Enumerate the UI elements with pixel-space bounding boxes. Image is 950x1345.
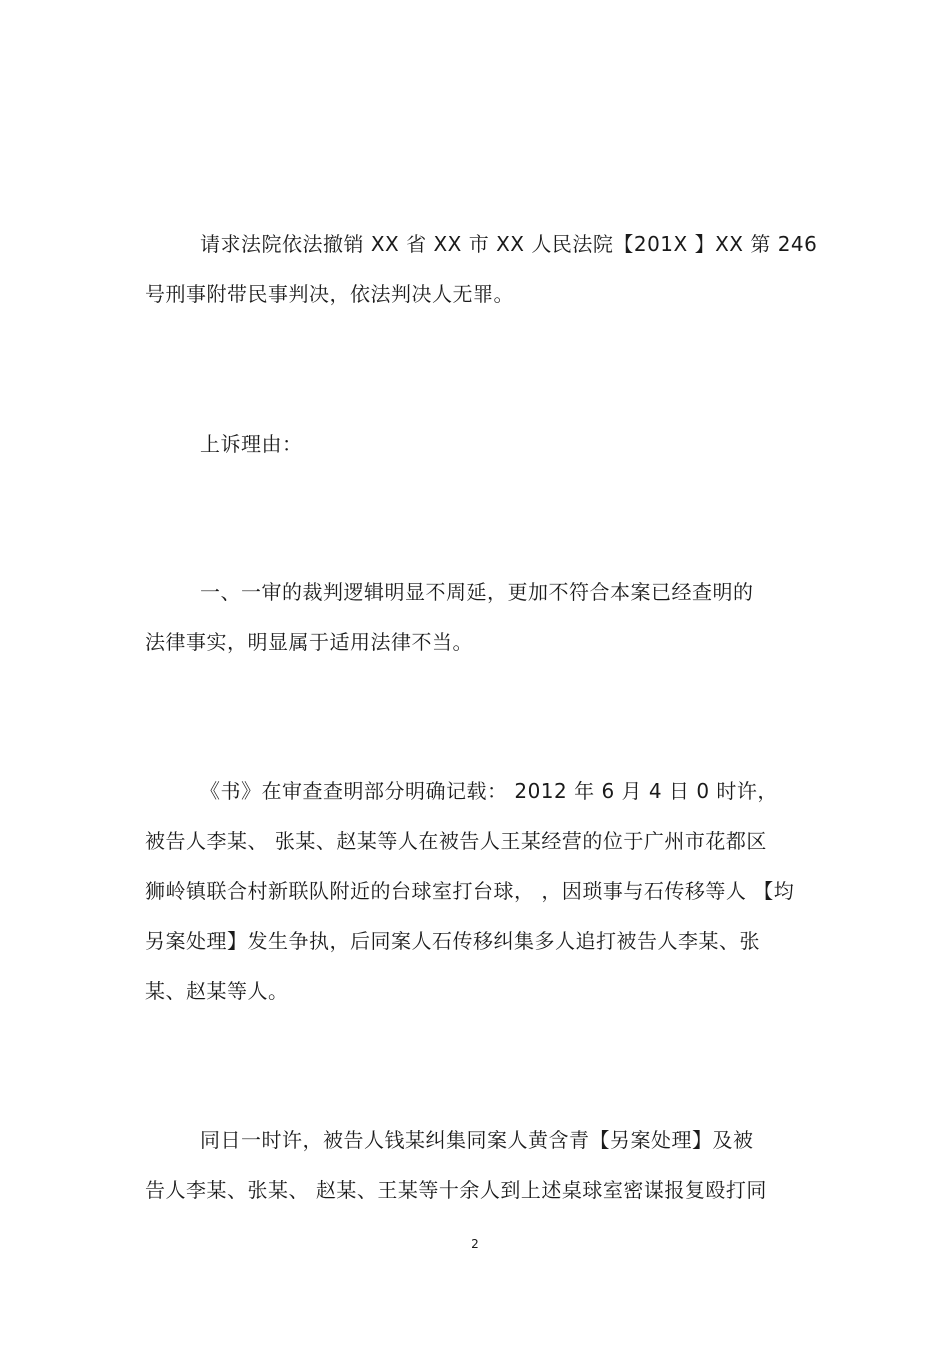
text-line: 《书》在审查查明部分明确记载： 2012 年 6 月 4 日 0 时许， (200, 779, 778, 803)
text-line: 一、一审的裁判逻辑明显不周延，更加不符合本案已经查明的 (200, 580, 754, 604)
text-line: 号刑事附带民事判决，依法判决人无罪。 (145, 282, 514, 306)
text-line: 某、赵某等人。 (145, 979, 289, 1003)
text-line: 请求法院依法撤销 XX 省 XX 市 XX 人民法院【201X 】XX 第 246 (200, 232, 818, 256)
text-line: 上诉理由： (200, 432, 303, 456)
paragraph-request (145, 232, 818, 306)
text-line: 被告人李某、 张某、赵某等人在被告人王某经营的位于广州市花都区 (145, 829, 767, 853)
paragraph-facts (145, 781, 810, 1001)
text-line: 狮岭镇联合村新联队附近的台球室打台球， ，因琐事与石传移等人 【均 (145, 879, 795, 903)
paragraph-heading-appeal-reasons (145, 434, 810, 454)
text-line: 告人李某、张某、 赵某、王某等十余人到上述桌球室密谋报复殴打同 (145, 1178, 767, 1202)
paragraph-same-day (145, 1130, 810, 1200)
text-line: 另案处理】发生争执，后同案人石传移纠集多人追打被告人李某、张 (145, 929, 760, 953)
page-number: 2 (471, 1237, 479, 1251)
text-line: 法律事实，明显属于适用法律不当。 (145, 630, 473, 654)
paragraph-reason-one (145, 582, 810, 652)
text-line: 同日一时许，被告人钱某纠集同案人黄含青【另案处理】及被 (200, 1128, 754, 1152)
